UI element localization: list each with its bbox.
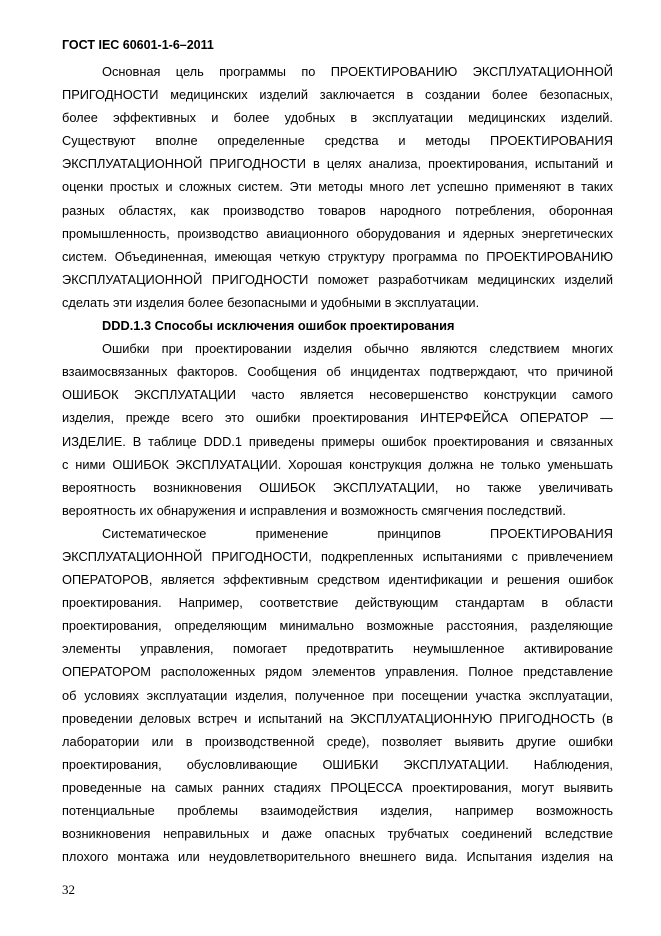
text-line: промышленность, производство авиационного оборудования и ядерных энергетических [62, 225, 613, 241]
text-line: ЭКСПЛУАТАЦИОННОЙ ПРИГОДНОСТИ поможет разработчикам медицинских изделий [62, 271, 613, 287]
text-line: проектирования, определяющим минимально возможные расстояния, разделяющие [62, 618, 613, 634]
text-line: элементы управления, помогает предотвратить неумышленное активирование [62, 641, 613, 657]
text-line: проведенные на самых ранних стадиях ПРОЦЕССА проектирования, могут выявить [62, 779, 613, 795]
text-line: проведении деловых встреч и испытаний на ЭКСПЛУАТАЦИОННУЮ ПРИГОДНОСТЬ (в [62, 710, 613, 726]
text-line: разных областях, как производство товаров народного потребления, оборонная [62, 202, 613, 218]
text-line: потенциальные проблемы взаимодействия изделия, например возможность [62, 803, 613, 818]
text-line: проектирования, обусловливающие ОШИБКИ ЭКСПЛУАТАЦИИ. Наблюдения, [62, 756, 613, 772]
page-number: 32 [62, 882, 75, 897]
paragraph [62, 337, 613, 522]
text-line: систем. Объединенная, имеющая четкую структуру программа по ПРОЕКТИРОВАНИЮ [62, 248, 613, 264]
text-line: более эффективных и более удобных в эксплуатации медицинских изделий. [62, 110, 613, 126]
section-heading: DDD.1.3 Способы исключения ошибок проектирования [102, 318, 455, 334]
text-line: Основная цель программы по ПРОЕКТИРОВАНИЮ ЭКСПЛУАТАЦИОННОЙ [102, 64, 613, 79]
text-line: проектирования. Например, соответствие действующим стандартам в области [62, 595, 613, 611]
text-line: ЭКСПЛУАТАЦИОННОЙ ПРИГОДНОСТИ, подкрепленных испытаниями с привлечением [62, 548, 613, 564]
text-line: Существуют вполне определенные средства и методы ПРОЕКТИРОВАНИЯ [62, 133, 613, 149]
text-line: ОПЕРАТОРОМ расположенных рядом элементов управления. Полное представление [62, 664, 613, 680]
text-line: плохого монтажа или неудовлетворительного внешнего вида. Испытания изделия на [62, 849, 613, 865]
text-line: ОШИБОК ЭКСПЛУАТАЦИИ часто является несовершенство конструкции самого [62, 387, 613, 403]
text-line: ИЗДЕЛИЕ. В таблице DDD.1 приведены примеры ошибок проектирования и связанных [62, 433, 613, 449]
document-header: ГОСТ IEC 60601-1-6–2011 [62, 38, 214, 52]
text-line: об условиях эксплуатации изделия, полученное при посещении участка эксплуатации, [62, 687, 613, 703]
text-line: Ошибки при проектировании изделия обычно являются следствием многих [102, 341, 613, 357]
paragraph [62, 60, 613, 314]
text-line: изделия, прежде всего это ошибки проектирования ИНТЕРФЕЙСА ОПЕРАТОР — [62, 410, 613, 426]
text-line: сделать эти изделия более безопасными и удобными в эксплуатации. [62, 294, 480, 310]
text-line: лаборатории или в производственной среде), позволяет выявить другие ошибки [62, 733, 613, 749]
text-line: с ними ОШИБОК ЭКСПЛУАТАЦИИ. Хорошая конструкция должна не только уменьшать [62, 456, 613, 472]
text-line: оценки простых и сложных систем. Эти методы много лет успешно применяют в таких [62, 179, 613, 195]
text-line: возникновения неправильных и даже опасных трубчатых соединений вследствие [62, 826, 613, 842]
text-line: вероятность возникновения ОШИБОК ЭКСПЛУАТАЦИИ, но также увеличивать [62, 479, 613, 495]
text-line: Систематическое применение принципов ПРОЕКТИРОВАНИЯ [102, 525, 613, 541]
text-line: ЭКСПЛУАТАЦИОННОЙ ПРИГОДНОСТИ в целях анализа, проектирования, испытаний и [62, 156, 613, 172]
text-line: ПРИГОДНОСТИ медицинских изделий заключается в создании более безопасных, [62, 87, 613, 103]
text-line: ОПЕРАТОРОВ, является эффективным средством идентификации и решения ошибок [62, 572, 613, 588]
text-line: взаимосвязанных факторов. Сообщения об инцидентах подтверждают, что причиной [62, 364, 613, 380]
paragraph [62, 522, 613, 868]
text-line: вероятность их обнаружения и исправления и возможность смягчения последствий. [62, 502, 566, 518]
document-body [62, 60, 613, 868]
